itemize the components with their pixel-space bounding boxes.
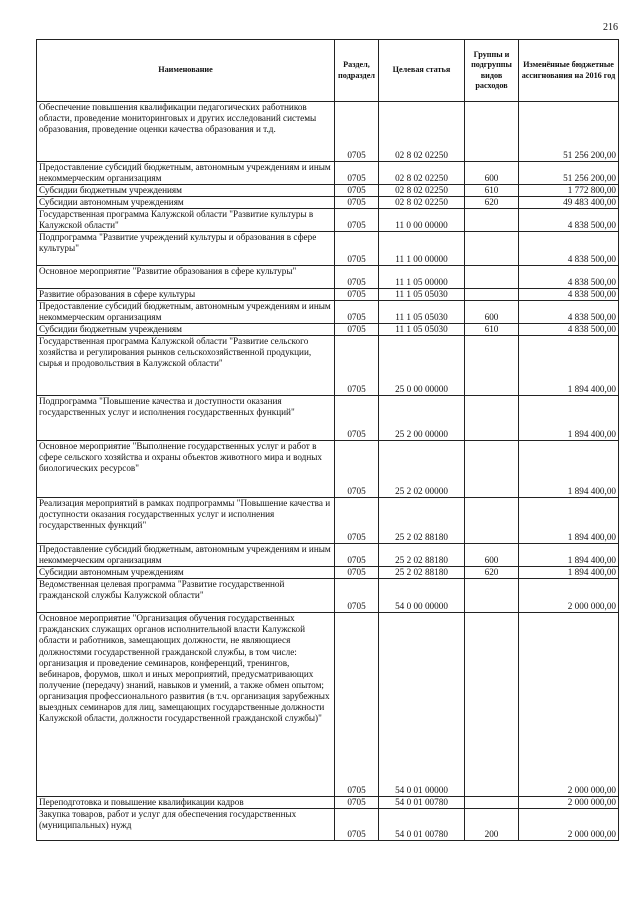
row-target: 25 0 00 00000 xyxy=(379,336,465,396)
row-target: 25 2 00 00000 xyxy=(379,396,465,441)
header-target: Целевая статья xyxy=(379,40,465,102)
row-name: Субсидии автономным учреждениям xyxy=(37,197,335,209)
table-row xyxy=(37,809,619,841)
row-target: 11 0 00 00000 xyxy=(379,209,465,232)
table-row xyxy=(37,289,619,301)
row-section: 0705 xyxy=(335,185,379,197)
row-name: Подпрограмма "Развитие учреждений культуры и образования в сфере культуры" xyxy=(37,232,335,266)
row-section: 0705 xyxy=(335,579,379,613)
row-amount: 1 894 400,00 xyxy=(519,567,619,579)
row-section: 0705 xyxy=(335,498,379,544)
row-group xyxy=(465,232,519,266)
row-name: Ведомственная целевая программа "Развитие государственной гражданской службы Калужской области" xyxy=(37,579,335,613)
row-name: Реализация мероприятий в рамках подпрограммы "Повышение качества и доступности оказания государственных услуг и исполнения государственных функций" xyxy=(37,498,335,544)
row-name: Предоставление субсидий бюджетным, автономным учреждениям и иным некоммерческим организациям xyxy=(37,544,335,567)
row-section: 0705 xyxy=(335,324,379,336)
row-section: 0705 xyxy=(335,567,379,579)
row-amount: 4 838 500,00 xyxy=(519,266,619,289)
row-amount: 1 894 400,00 xyxy=(519,396,619,441)
table-row xyxy=(37,613,619,797)
table-row xyxy=(37,336,619,396)
row-name: Переподготовка и повышение квалификации кадров xyxy=(37,797,335,809)
row-amount: 2 000 000,00 xyxy=(519,809,619,841)
row-amount: 4 838 500,00 xyxy=(519,232,619,266)
row-section: 0705 xyxy=(335,102,379,162)
row-target: 02 8 02 02250 xyxy=(379,185,465,197)
row-name: Государственная программа Калужской области "Развитие культуры в Калужской области" xyxy=(37,209,335,232)
row-amount: 4 838 500,00 xyxy=(519,209,619,232)
row-group xyxy=(465,441,519,498)
row-group: 620 xyxy=(465,567,519,579)
row-section: 0705 xyxy=(335,162,379,185)
row-group: 200 xyxy=(465,809,519,841)
table-row xyxy=(37,162,619,185)
row-section: 0705 xyxy=(335,232,379,266)
row-name: Субсидии бюджетным учреждениям xyxy=(37,185,335,197)
row-name: Предоставление субсидий бюджетным, автономным учреждениям и иным некоммерческим организациям xyxy=(37,162,335,185)
row-target: 54 0 01 00780 xyxy=(379,809,465,841)
row-target: 25 2 02 88180 xyxy=(379,498,465,544)
row-section: 0705 xyxy=(335,441,379,498)
row-name: Основное мероприятие "Выполнение государственных услуг и работ в сфере сельского хозяйства и охраны объектов животного мира и водных биологических ресурсов" xyxy=(37,441,335,498)
row-section: 0705 xyxy=(335,266,379,289)
row-group: 600 xyxy=(465,162,519,185)
row-amount: 1 894 400,00 xyxy=(519,498,619,544)
row-amount: 51 256 200,00 xyxy=(519,162,619,185)
row-name: Субсидии автономным учреждениям xyxy=(37,567,335,579)
row-amount: 51 256 200,00 xyxy=(519,102,619,162)
table-body xyxy=(37,102,619,841)
row-group xyxy=(465,797,519,809)
row-section: 0705 xyxy=(335,396,379,441)
row-target: 02 8 02 02250 xyxy=(379,197,465,209)
row-section: 0705 xyxy=(335,544,379,567)
table-row xyxy=(37,797,619,809)
row-target: 11 1 00 00000 xyxy=(379,232,465,266)
table-row xyxy=(37,102,619,162)
row-target: 25 2 02 88180 xyxy=(379,567,465,579)
table-row xyxy=(37,266,619,289)
row-amount: 4 838 500,00 xyxy=(519,289,619,301)
row-section: 0705 xyxy=(335,289,379,301)
table-row xyxy=(37,544,619,567)
row-amount: 2 000 000,00 xyxy=(519,579,619,613)
table-row xyxy=(37,498,619,544)
row-amount: 1 894 400,00 xyxy=(519,336,619,396)
row-target: 02 8 02 02250 xyxy=(379,162,465,185)
page-number: 216 xyxy=(603,22,618,33)
row-name: Субсидии бюджетным учреждениям xyxy=(37,324,335,336)
row-section: 0705 xyxy=(335,301,379,324)
table-header-row xyxy=(37,40,619,102)
row-target: 25 2 02 00000 xyxy=(379,441,465,498)
row-name: Развитие образования в сфере культуры xyxy=(37,289,335,301)
row-amount: 2 000 000,00 xyxy=(519,613,619,797)
table-row xyxy=(37,197,619,209)
row-amount: 4 838 500,00 xyxy=(519,324,619,336)
header-name: Наименование xyxy=(37,40,335,102)
table-row xyxy=(37,185,619,197)
row-group: 610 xyxy=(465,185,519,197)
row-group xyxy=(465,396,519,441)
row-section: 0705 xyxy=(335,797,379,809)
row-target: 54 0 01 00000 xyxy=(379,613,465,797)
row-group xyxy=(465,336,519,396)
header-section: Раздел, подраздел xyxy=(335,40,379,102)
row-group xyxy=(465,266,519,289)
row-amount: 4 838 500,00 xyxy=(519,301,619,324)
row-group xyxy=(465,579,519,613)
table-row xyxy=(37,396,619,441)
row-target: 11 1 05 00000 xyxy=(379,266,465,289)
table-row xyxy=(37,232,619,266)
row-section: 0705 xyxy=(335,336,379,396)
row-target: 11 1 05 05030 xyxy=(379,289,465,301)
row-name: Закупка товаров, работ и услуг для обеспечения государственных (муниципальных) нужд xyxy=(37,809,335,841)
row-amount: 1 894 400,00 xyxy=(519,544,619,567)
row-amount: 49 483 400,00 xyxy=(519,197,619,209)
row-name: Государственная программа Калужской области "Развитие сельского хозяйства и регулирования рынков сельскохозяйственной продукции, сырья и продовольствия в Калужской области" xyxy=(37,336,335,396)
table-row xyxy=(37,301,619,324)
table-row xyxy=(37,441,619,498)
row-target: 11 1 05 05030 xyxy=(379,301,465,324)
row-amount: 1 894 400,00 xyxy=(519,441,619,498)
row-group: 600 xyxy=(465,544,519,567)
row-group: 620 xyxy=(465,197,519,209)
budget-table xyxy=(36,39,619,841)
table-row xyxy=(37,567,619,579)
row-target: 54 0 01 00780 xyxy=(379,797,465,809)
row-section: 0705 xyxy=(335,209,379,232)
row-group xyxy=(465,498,519,544)
table-row xyxy=(37,579,619,613)
row-target: 25 2 02 88180 xyxy=(379,544,465,567)
row-section: 0705 xyxy=(335,613,379,797)
table-row xyxy=(37,209,619,232)
row-amount: 1 772 800,00 xyxy=(519,185,619,197)
row-target: 02 8 02 02250 xyxy=(379,102,465,162)
row-group xyxy=(465,613,519,797)
header-amount: Изменённые бюджетные ассигнования на 2016 год xyxy=(519,40,619,102)
row-target: 54 0 00 00000 xyxy=(379,579,465,613)
row-target: 11 1 05 05030 xyxy=(379,324,465,336)
row-name: Обеспечение повышения квалификации педагогических работников области, проведение мониторинговых и других исследований системы образования, проведение оценки качества образования и т.д. xyxy=(37,102,335,162)
row-name: Основное мероприятие "Организация обучения государственных гражданских служащих органов исполнительной власти Калужской области и работников, замещающих должности, не являющиеся должностями государственной гражданской службы, в том числе: организация и проведение семинаров, конференций, тренингов, вебинаров, форумов, школ и иных мероприятий, предусматривающих получение (передачу) знаний, навыков и умений, а также обмен опытом; организация профессионального развития (в т.ч. организация зарубежных выездных семинаров для лиц, замещающих государственные должности Калужской области, должности государственной гражданской службы)" xyxy=(37,613,335,797)
row-group xyxy=(465,289,519,301)
row-name: Основное мероприятие "Развитие образования в сфере культуры" xyxy=(37,266,335,289)
row-group: 610 xyxy=(465,324,519,336)
row-group: 600 xyxy=(465,301,519,324)
row-section: 0705 xyxy=(335,197,379,209)
row-group xyxy=(465,102,519,162)
row-name: Предоставление субсидий бюджетным, автономным учреждениям и иным некоммерческим организациям xyxy=(37,301,335,324)
table-row xyxy=(37,324,619,336)
header-group: Группы и подгруппы видов расходов xyxy=(465,40,519,102)
row-group xyxy=(465,209,519,232)
row-section: 0705 xyxy=(335,809,379,841)
row-amount: 2 000 000,00 xyxy=(519,797,619,809)
row-name: Подпрограмма "Повышение качества и доступности оказания государственных услуг и исполнения государственных функций" xyxy=(37,396,335,441)
